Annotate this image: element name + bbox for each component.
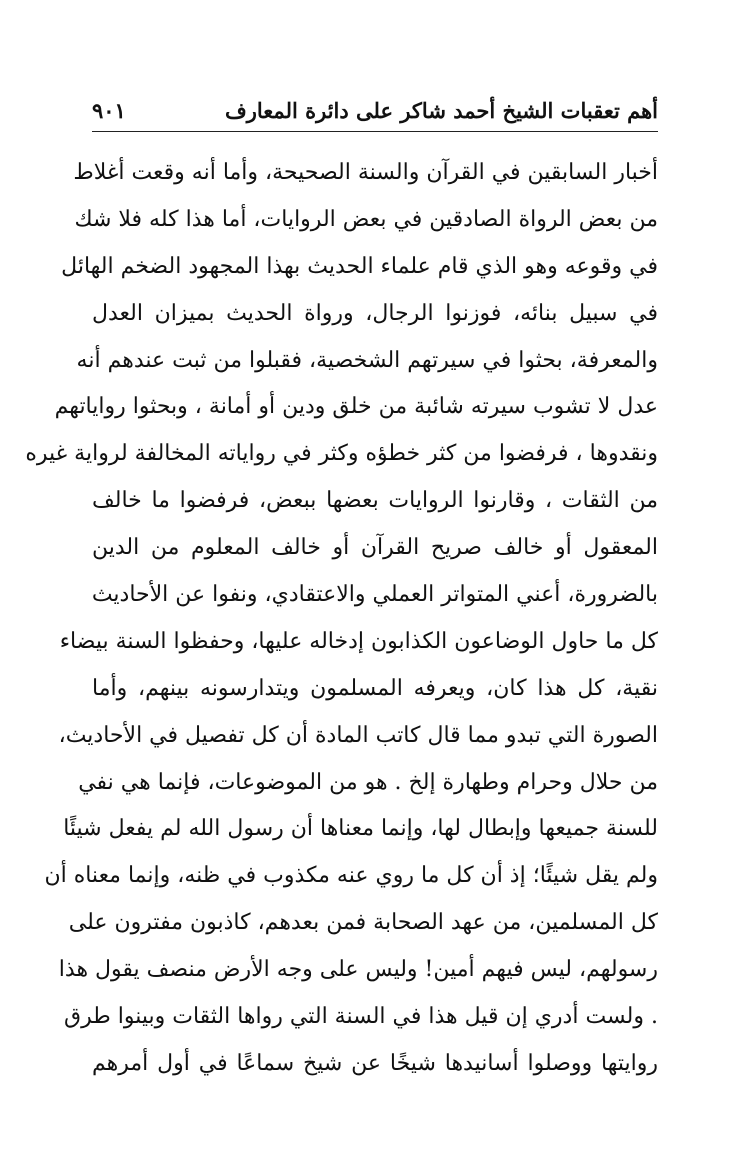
text-line: . ولست أدري إن قيل هذا في السنة التي رواها الثقات وبينوا طرق: [64, 1004, 658, 1030]
header-rule: [92, 131, 658, 132]
page-header: [92, 92, 658, 128]
text-line: والمعرفة، بحثوا في سيرتهم الشخصية، فقبلوا من ثبت عندهم أنه: [76, 347, 658, 373]
text-line: رسولهم، ليس فيهم أمين! وليس على وجه الأرض منصف يقول هذا: [58, 957, 658, 983]
text-line: في وقوعه وهو الذي قام علماء الحديث بهذا المجهود الضخم الهائل: [61, 253, 658, 279]
text-line: ونقدوها ، فرفضوا من كثر خطؤه وكثر في رواياته المخالفة لرواية غيره: [25, 441, 658, 467]
text-line: كل ما حاول الوضاعون الكذابون إدخاله عليها، وحفظوا السنة بيضاء: [59, 628, 658, 654]
text-line: أخبار السابقين في القرآن والسنة الصحيحة، وأما أنه وقعت أغلاط: [73, 160, 658, 185]
page-number: ٩٠١: [92, 98, 126, 123]
text-line: للسنة جميعها وإبطال لها، وإنما معناها أن رسول الله لم يفعل شيئًا: [63, 816, 658, 842]
text-line: الصورة التي تبدو مما قال كاتب المادة أن كل تفصيل في الأحاديث،: [58, 722, 658, 748]
text-line: من حلال وحرام وطهارة إلخ . هو من الموضوعات، فإنما هي نفي: [78, 769, 658, 795]
text-line: من بعض الرواة الصادقين في بعض الروايات، أما هذا كله فلا شك: [74, 206, 658, 232]
text-line: بالضرورة، أعني المتواتر العملي والاعتقادي، ونفوا عن الأحاديث: [91, 582, 658, 608]
text-line: في سبيل بنائه، فوزنوا الرجال، ورواة الحديث بميزان العدل: [92, 300, 658, 326]
text-line: كل المسلمين، من عهد الصحابة فمن بعدهم، كاذبون مفترون على: [68, 910, 658, 936]
running-title: أهم تعقبات الشيخ أحمد شاكر على دائرة المعارف: [224, 98, 658, 123]
text-line: المعقول أو خالف صريح القرآن أو خالف المعلوم من الدين: [92, 535, 658, 561]
text-line: من الثقات ، وقارنوا الروايات بعضها ببعض، فرفضوا ما خالف: [92, 488, 658, 514]
text-line: نقية، كل هذا كان، ويعرفه المسلمون ويتدارسونه بينهم، وأما: [92, 675, 658, 701]
text-line: عدل لا تشوب سيرته شائبة من خلق ودين أو أمانة ، وبحثوا رواياتهم: [54, 394, 658, 420]
text-line: ولم يقل شيئًا؛ إذ أن كل ما روي عنه مكذوب في ظنه، وإنما معناه أن: [44, 863, 658, 889]
body-text: [25, 150, 658, 1088]
text-line: روايتها ووصلوا أسانيدها شيخًا عن شيخ سماعًا في أول أمرهم: [92, 1050, 658, 1076]
